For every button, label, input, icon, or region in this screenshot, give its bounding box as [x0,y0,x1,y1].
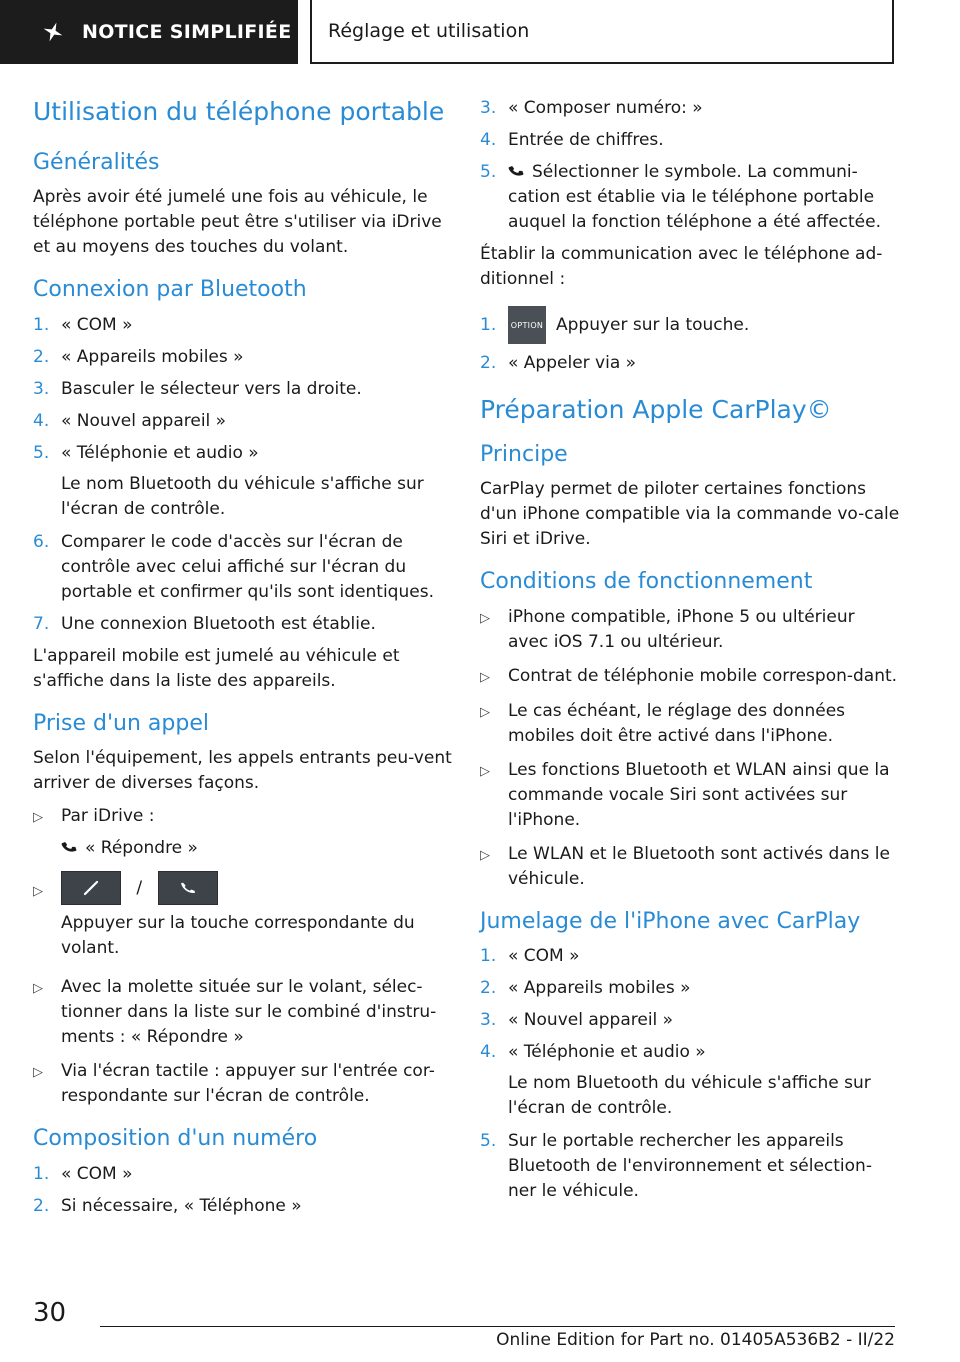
right-column [480,96,900,1211]
step-text: « COM » [61,1163,133,1184]
section-header [310,0,894,64]
list-item [33,871,453,905]
bullet-triangle-icon: ▷ [33,884,43,900]
page-title: Utilisation du téléphone portable [33,97,445,126]
step-number: 5. [480,162,497,182]
steering-wheel-phone-button[interactable] [158,871,218,905]
heading-composition: Composition d'un numéro [33,1126,318,1152]
step-text: « Appeler via » [508,353,637,373]
phone-icon [177,877,199,899]
bullet-triangle-icon: ▷ [33,810,43,826]
heading-prise-appel: Prise d'un appel [33,710,209,736]
bullet-text: Via l'écran tactile : appuyer sur l'entrée cor-respondante sur l'écran de contrôle. [61,1061,435,1107]
bluetooth-steps-cont [33,530,453,637]
list-item [480,699,900,749]
bluetooth-steps [33,313,453,466]
bullet-triangle-icon: ▷ [33,981,43,997]
list-item [480,976,900,1001]
step-number: 2. [480,978,497,999]
step-number: 1. [480,946,497,967]
list-item [33,804,453,830]
generalites-text: Après avoir été jumelé une fois au véhicule, le téléphone portable peut être s'utiliser via iDrive et au moyens des touches du volant. [33,187,442,258]
carplay-title: Préparation Apple CarPlay© [480,395,832,424]
step-text: Comparer le code d'accès sur l'écran de contrôle avec celui affiché sur l'écran du portable et confirmer qu'ils sont identiques. [61,531,434,602]
jumelage-steps-cont [480,1129,900,1204]
list-item [33,409,453,434]
list-item [480,944,900,969]
step-number: 6. [33,531,50,552]
step-number: 1. [33,314,50,335]
list-item [33,377,453,402]
list-item [480,351,900,376]
appel-bullets-3 [33,975,453,1109]
step-text: Si nécessaire, « Téléphone » [61,1195,302,1216]
list-item [33,441,453,466]
list-item [480,306,900,344]
list-item [33,1162,453,1187]
step-number: 3. [33,378,50,399]
step-text: « Composer numéro: » [508,98,703,118]
step-note [33,836,453,861]
list-item [480,842,900,892]
option-button[interactable]: OPTION [508,306,546,344]
bullet-text: Les fonctions Bluetooth et WLAN ainsi que la commande vocale Siri sont activées sur l'iPhone. [508,759,890,830]
list-item [33,530,453,605]
quick-guide-tab[interactable] [0,0,298,64]
list-item [480,1129,900,1204]
composition-steps-cont [480,96,900,235]
heading-jumelage: Jumelage de l'iPhone avec CarPlay [480,908,861,934]
step-text: Basculer le sélecteur vers la droite. [61,378,362,399]
step-text [508,306,900,344]
footer-edition: Online Edition for Part no. 01405A536B2 - II/22 [496,1330,895,1350]
step-number: 2. [480,353,497,373]
list-item [480,96,900,121]
quick-guide-tab-label: NOTICE SIMPLIFIÉE [82,21,292,43]
footer-divider [100,1326,895,1327]
step-number: 1. [33,1163,50,1184]
list-item [480,758,900,833]
step-number: 4. [480,130,497,150]
appel-intro: Selon l'équipement, les appels entrants peu-vent arriver de diverses façons. [33,748,452,794]
step-number: 5. [480,1131,497,1152]
list-item [480,664,900,690]
step-number: 1. [480,314,497,335]
step-text: « COM » [508,946,580,967]
list-item [33,1059,453,1109]
list-item [33,313,453,338]
additional-steps [480,306,900,376]
heading-conditions: Conditions de fonctionnement [480,569,813,595]
list-item [33,975,453,1050]
step-number: 4. [480,1042,497,1063]
bullet-text: Avec la molette située sur le volant, sélec-tionner dans la liste sur le combiné d'instru-ments : « Répondre » [61,977,437,1048]
composition-steps [33,1162,453,1219]
heading-bluetooth: Connexion par Bluetooth [33,277,307,303]
list-item [480,1040,900,1065]
list-item [33,612,453,637]
step-number: 2. [33,1195,50,1216]
list-item [480,160,900,235]
jumelage-steps [480,944,900,1065]
step-note: Le nom Bluetooth du véhicule s'affiche sur l'écran de contrôle. [508,1073,871,1119]
step-text: « Téléphonie et audio » [508,1042,706,1063]
bullet-triangle-icon: ▷ [480,704,490,720]
slash-separator: / [136,878,143,899]
step-note: Le nom Bluetooth du véhicule s'affiche sur l'écran de contrôle. [61,473,424,519]
conditions-bullets [480,605,900,892]
bullet-triangle-icon: ▷ [480,669,490,685]
step-number: 4. [33,410,50,431]
bullet-triangle-icon: ▷ [480,610,490,626]
principe-text: CarPlay permet de piloter certaines fonctions d'un iPhone compatible via la commande vo-cale Siri et iDrive. [480,479,900,550]
step-number: 3. [480,1010,497,1031]
answer-label: « Répondre » [85,838,198,859]
step-text: « Téléphonie et audio » [61,442,259,463]
bullet-text: Contrat de téléphonie mobile correspon-dant. [508,665,898,686]
step-text: « COM » [61,314,133,335]
heading-principe: Principe [480,441,568,467]
appel-bullets-2 [33,871,453,905]
step-note: Appuyer sur la touche correspondante du volant. [61,913,415,959]
bluetooth-result: L'appareil mobile est jumelé au véhicule et s'affiche dans la liste des appareils. [33,645,400,691]
step-text: « Nouvel appareil » [61,410,227,431]
bullet-text: Le cas échéant, le réglage des données mobiles doit être activé dans l'iPhone. [508,700,846,746]
phone-icon [61,839,77,855]
step-text: Sur le portable rechercher les appareils Bluetooth de l'environnement et sélection-ner le véhicule. [508,1131,872,1202]
list-item [33,345,453,370]
heading-generalites: Généralités [33,149,160,175]
step-text-body: Appuyer sur la touche. [556,315,750,335]
list-item [480,1008,900,1033]
bullet-text: iPhone compatible, iPhone 5 ou ultérieur avec iOS 7.1 ou ultérieur. [508,606,855,652]
steering-wheel-call-button[interactable] [61,871,121,905]
phone-icon [508,163,524,179]
phone-icon [80,877,102,899]
step-text: Entrée de chiffres. [508,130,664,150]
step-text: Une connexion Bluetooth est établie. [61,613,376,634]
appel-bullets [33,804,453,830]
step-number: 5. [33,442,50,463]
additional-phone-text: Établir la communication avec le téléphone ad-ditionnel : [480,244,883,289]
page-number: 30 [33,1298,67,1328]
step-text: « Appareils mobiles » [508,978,691,999]
sparkle-icon [40,19,66,45]
step-text: « Nouvel appareil » [508,1010,674,1031]
list-item [480,605,900,655]
step-text [508,160,900,235]
section-header-label: Réglage et utilisation [328,20,530,42]
step-number: 7. [33,613,50,634]
bullet-triangle-icon: ▷ [33,1065,43,1081]
list-item [480,128,900,153]
step-number: 3. [480,98,497,118]
left-column [33,96,453,1226]
step-text-body: Sélectionner le symbole. La communi-cation est établie via le téléphone portable auquel la fonction téléphone a été affectée. [508,162,882,232]
bullet-triangle-icon: ▷ [480,847,490,863]
step-text: « Appareils mobiles » [61,346,244,367]
bullet-keys [61,871,453,905]
list-item [33,1194,453,1219]
step-number: 2. [33,346,50,367]
bullet-text: Par iDrive : [61,806,155,827]
bullet-triangle-icon: ▷ [480,763,490,779]
bullet-text: Le WLAN et le Bluetooth sont activés dans le véhicule. [508,843,890,889]
